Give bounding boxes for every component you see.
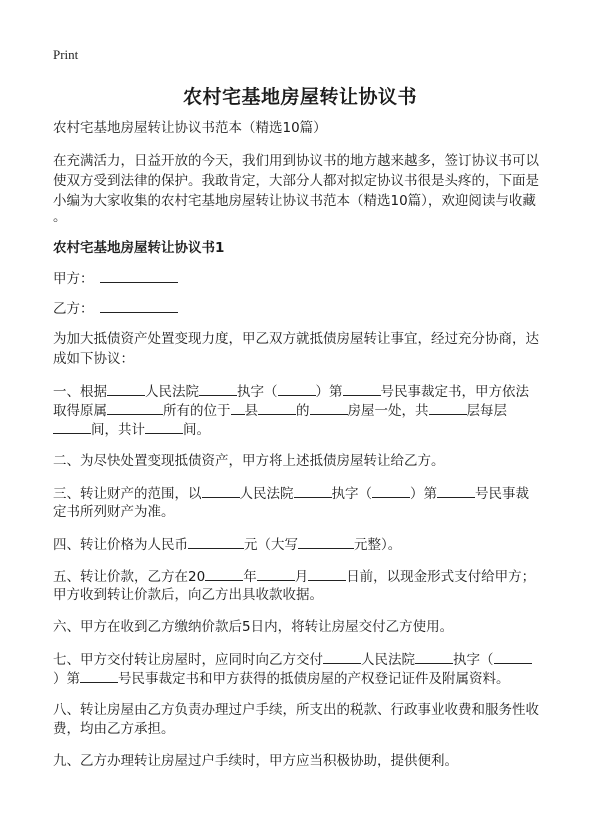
clause-text: 间，共计: [91, 422, 145, 438]
clause-text: 四、转让价格为人民币: [53, 537, 188, 553]
blank: [107, 400, 163, 415]
intro-line: 使双方受到法律的保护。我敢肯定，大部分人都对拟定协议书很是头疼的，下面是: [53, 173, 539, 189]
blank: [257, 566, 295, 581]
clause-text: ）第: [410, 486, 437, 502]
document-subtitle: 农村宅基地房屋转让协议书范本（精选10篇）: [53, 120, 327, 136]
blank: [53, 419, 91, 434]
blank: [429, 400, 467, 415]
clause-text: 年: [243, 569, 257, 585]
clause-6: 六、甲方在收到乙方缴纳价款后5日内，将转让房屋交付乙方使用。: [53, 619, 454, 635]
blank: [107, 381, 145, 396]
clause-2: 二、为尽快处置变现抵债资产，甲方将上述抵债房屋转让给乙方。: [53, 453, 445, 469]
intro-line: 在充满活力，日益开放的今天，我们用到协议书的地方越来越多，签订协议书可以: [53, 153, 539, 169]
blank: [298, 534, 354, 549]
blank: [310, 400, 348, 415]
party-a-blank: [100, 268, 178, 283]
clause-text: 的: [296, 403, 310, 419]
blank: [80, 668, 118, 683]
blank: [205, 566, 243, 581]
party-a-label: 甲方：: [53, 271, 94, 287]
blank: [372, 483, 410, 498]
clause-text: 七、甲方交付转让房屋时，应同时向乙方交付: [53, 652, 323, 668]
clause-text: 号民事裁: [475, 486, 529, 502]
clause-text: 号民事裁定书，甲方依法: [380, 384, 529, 400]
clause-text: 执字（: [453, 652, 494, 668]
clause-text: 层每层: [466, 403, 507, 419]
blank: [437, 483, 475, 498]
party-b-row: [53, 298, 178, 319]
blank: [323, 649, 361, 664]
clause-text: 房屋一处，共: [347, 403, 429, 419]
clause-text: 县: [244, 403, 258, 419]
clause-text: ）第: [315, 384, 343, 400]
clause-text: 一、根据: [53, 384, 107, 400]
clause-text: 元整）。: [354, 537, 402, 553]
blank: [231, 400, 245, 415]
clause-text: 甲方收到转让价款后，向乙方出具收款收据。: [53, 587, 323, 603]
clause-text: 月: [294, 569, 309, 585]
clause-text: 取得原属: [53, 403, 107, 419]
clause-text: 元（大写: [244, 537, 298, 553]
clause-text: 执字（: [237, 384, 278, 400]
clause-text: 三、转让财产的范围，以: [53, 486, 202, 502]
party-a-row: [53, 268, 178, 289]
clause-text: 人民法院: [361, 652, 415, 668]
blank: [343, 381, 381, 396]
blank: [199, 381, 237, 396]
party-b-blank: [100, 298, 178, 313]
intro-line: 小编为大家收集的农村宅基地房屋转让协议书范本（精选10篇），欢迎阅读与收藏: [53, 193, 536, 209]
blank: [308, 566, 346, 581]
preamble-line: 为加大抵债资产处置变现力度，甲乙双方就抵债房屋转让事宜，经过充分协商，达: [53, 331, 539, 347]
clause-text: 所有的位于: [163, 403, 231, 419]
clause-text: 五、转让价款，乙方在20: [53, 569, 206, 585]
party-b-label: 乙方：: [53, 301, 94, 317]
clause-4: [53, 534, 401, 555]
blank: [415, 649, 453, 664]
blank: [294, 483, 332, 498]
clause-text: 号民事裁定书和甲方获得的抵债房屋的产权登记证件及附属资料。: [118, 671, 510, 687]
clause-text: 执字（: [331, 486, 372, 502]
clause-text: 人民法院: [239, 486, 294, 502]
document-title: 农村宅基地房屋转让协议书: [182, 86, 417, 108]
blank: [145, 419, 183, 434]
clause-text: 间。: [183, 422, 210, 438]
blank: [202, 483, 240, 498]
clause-text: 费，均由乙方承担。: [53, 721, 175, 737]
clause-text: 定书所列财产为准。: [53, 504, 175, 520]
clause-text: 人民法院: [145, 384, 199, 400]
preamble-line: 成如下协议：: [53, 351, 134, 367]
blank: [258, 400, 296, 415]
section-heading: 农村宅基地房屋转让协议书1: [53, 240, 225, 256]
blank: [188, 534, 244, 549]
clause-text: 八、转让房屋由乙方负责办理过户手续，所支出的税款、行政事业收费和服务性收: [53, 702, 539, 718]
clause-9: 九、乙方办理转让房屋过户手续时，甲方应当积极协助，提供便利。: [53, 753, 458, 769]
clause-text: 日前，以现金形式支付给甲方；: [346, 569, 536, 585]
blank: [278, 381, 316, 396]
blank: [494, 649, 532, 664]
print-link[interactable]: Print: [53, 47, 79, 62]
intro-line: 。: [53, 209, 67, 225]
clause-text: ）第: [53, 671, 80, 687]
